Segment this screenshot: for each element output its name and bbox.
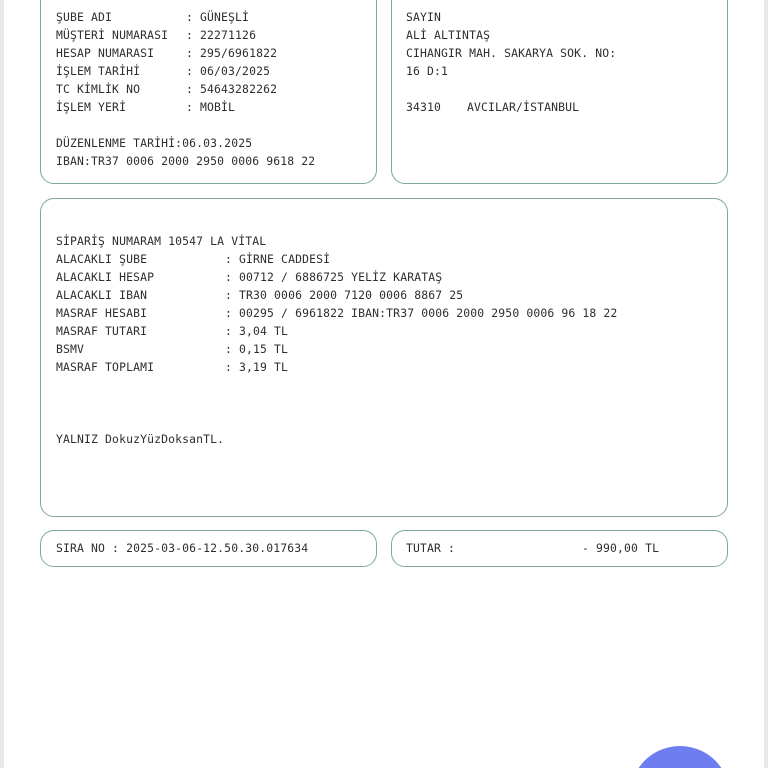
transfer-row-account-text: 00712 / 6886725 YELİZ KARATAŞ — [239, 270, 443, 284]
transfer-row-fee-account-text: 00295 / 6961822 IBAN:TR37 0006 2000 2950 0006 96 18 22 — [239, 306, 618, 320]
account-row-customer-label: MÜŞTERİ NUMARASI — [56, 28, 169, 42]
amount-in-words: YALNIZ DokuzYüzDoksanTL. — [56, 432, 225, 446]
transfer-row-fee-total-label: MASRAF TOPLAMI — [56, 360, 155, 374]
recipient-city: AVCILAR/İSTANBUL — [467, 100, 580, 114]
transfer-row-iban-value: : TR30 0006 2000 7120 0006 8867 25 — [225, 288, 464, 302]
account-row-account-value: : 295/6961822 — [186, 46, 278, 60]
transfer-row-branch-label: ALACAKLI ŞUBE — [56, 252, 148, 266]
account-row-place-label: İŞLEM YERİ — [56, 100, 127, 114]
account-row-customer-value: : 22271126 — [186, 28, 257, 42]
account-row-date-text: 06/03/2025 — [200, 64, 271, 78]
transfer-row-account-value: : 00712 / 6886725 YELİZ KARATAŞ — [225, 270, 443, 284]
recipient-address-line1: CIHANGIR MAH. SAKARYA SOK. NO: — [406, 46, 617, 60]
account-row-account-label: HESAP NUMARASI — [56, 46, 155, 60]
sequence-box — [40, 530, 377, 567]
transfer-row-branch-text: GİRNE CADDESİ — [239, 252, 331, 266]
sender-iban: IBAN:TR37 0006 2000 2950 0006 9618 22 — [56, 154, 316, 168]
account-row-place-text: MOBİL — [200, 100, 236, 114]
total-amount: - 990,00 TL — [582, 541, 660, 555]
account-row-date-value: : 06/03/2025 — [186, 64, 271, 78]
account-info-box — [40, 0, 377, 184]
recipient-postal-code: 34310 — [406, 100, 442, 114]
issue-date: DÜZENLENME TARİHİ:06.03.2025 — [56, 136, 253, 150]
sequence-number: SIRA NO : 2025-03-06-12.50.30.017634 — [56, 541, 309, 555]
total-box — [391, 530, 728, 567]
transfer-row-fee-total-value: : 3,19 TL — [225, 360, 289, 374]
account-row-customer-text: 22271126 — [200, 28, 257, 42]
transfer-details-box — [40, 198, 728, 517]
floating-action-button[interactable] — [630, 746, 730, 768]
account-row-branch-label: ŞUBE ADI — [56, 10, 113, 24]
transfer-row-bsmv-text: 0,15 TL — [239, 342, 289, 356]
page-edge-left — [0, 0, 4, 768]
transfer-row-fee-amount-value: : 3,04 TL — [225, 324, 289, 338]
account-row-tckn-text: 54643282262 — [200, 82, 278, 96]
transfer-row-fee-total-text: 3,19 TL — [239, 360, 289, 374]
account-row-tckn-label: TC KİMLİK NO — [56, 82, 141, 96]
account-row-date-label: İŞLEM TARİHİ — [56, 64, 141, 78]
recipient-salutation: SAYIN — [406, 10, 442, 24]
account-row-tckn-value: : 54643282262 — [186, 82, 278, 96]
transfer-row-bsmv-value: : 0,15 TL — [225, 342, 289, 356]
account-row-account-text: 295/6961822 — [200, 46, 278, 60]
transfer-row-account-label: ALACAKLI HESAP — [56, 270, 155, 284]
account-row-place-value: : MOBİL — [186, 100, 236, 114]
order-description: SİPARİŞ NUMARAM 10547 LA VİTAL — [56, 234, 267, 248]
transfer-row-fee-amount-label: MASRAF TUTARI — [56, 324, 148, 338]
account-row-branch-value: : GÜNEŞLİ — [186, 10, 250, 24]
transfer-row-fee-amount-text: 3,04 TL — [239, 324, 289, 338]
transfer-row-bsmv-label: BSMV — [56, 342, 85, 356]
recipient-name: ALİ ALTINTAŞ — [406, 28, 491, 42]
transfer-row-branch-value: : GİRNE CADDESİ — [225, 252, 331, 266]
recipient-address-line2: 16 D:1 — [406, 64, 449, 78]
transfer-row-fee-account-label: MASRAF HESABI — [56, 306, 148, 320]
transfer-row-fee-account-value: : 00295 / 6961822 IBAN:TR37 0006 2000 2950 0006 96 18 22 — [225, 306, 618, 320]
transfer-row-iban-label: ALACAKLI IBAN — [56, 288, 148, 302]
page-edge-right — [764, 0, 768, 768]
recipient-box — [391, 0, 728, 184]
total-label: TUTAR : — [406, 541, 456, 555]
account-row-branch-text: GÜNEŞLİ — [200, 10, 250, 24]
transfer-row-iban-text: TR30 0006 2000 7120 0006 8867 25 — [239, 288, 464, 302]
